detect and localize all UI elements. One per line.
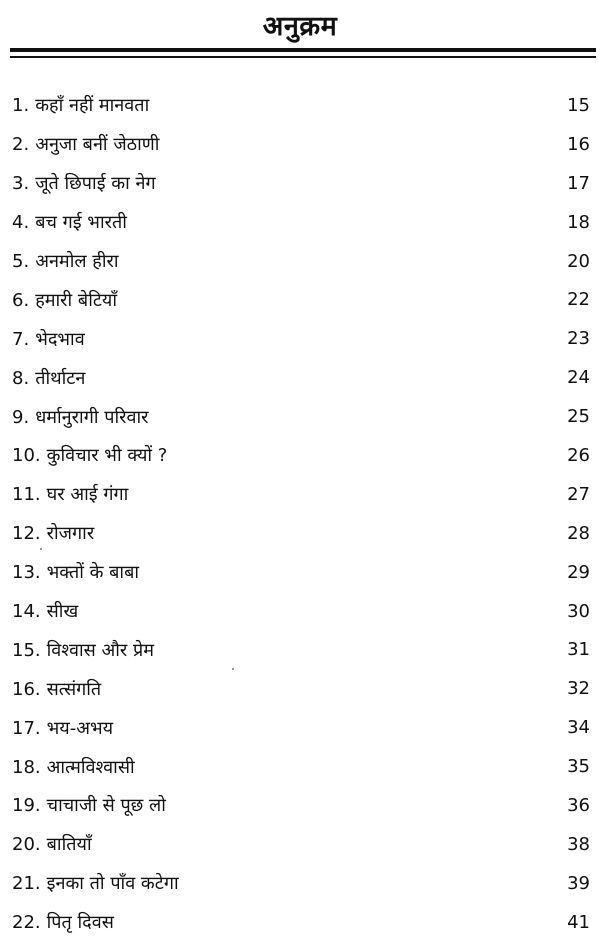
entry-heading [12, 288, 117, 312]
entry-title: घर आई गंगा [46, 484, 129, 506]
entry-number: 15. [12, 639, 41, 661]
entry-page-number: 28 [567, 522, 590, 544]
entry-title: जूते छिपाई का नेग [35, 173, 156, 195]
list-item [0, 358, 600, 397]
list-item [0, 319, 600, 358]
entry-page-number: 36 [567, 794, 590, 816]
list-item [0, 553, 600, 592]
entry-title: हमारी बेटियाँ [35, 289, 118, 311]
entry-title: भेदभाव [35, 328, 85, 350]
entry-page-number: 26 [567, 444, 590, 466]
entry-heading [12, 482, 128, 506]
entry-page-number: 23 [567, 328, 590, 350]
print-speck [40, 548, 42, 550]
entry-page-number: 41 [567, 911, 590, 933]
entry-page-number: 18 [567, 211, 590, 233]
entry-number: 14. [12, 601, 41, 623]
entry-title: विश्वास और प्रेम [46, 639, 155, 661]
entry-number: 5. [12, 251, 30, 272]
list-item [0, 747, 600, 786]
entry-heading [12, 910, 114, 934]
entry-heading [12, 171, 156, 195]
entry-title: आत्मविश्वासी [46, 756, 135, 778]
entry-page-number: 32 [567, 678, 590, 700]
entry-heading [12, 677, 101, 701]
entry-number: 9. [12, 406, 30, 428]
page-title: अनुक्रम [262, 11, 338, 42]
entry-heading [12, 249, 119, 273]
list-item [0, 630, 600, 669]
list-item [0, 592, 600, 631]
entry-heading [12, 405, 149, 429]
entry-title: पितृ दिवस [46, 912, 114, 934]
entry-number: 6. [12, 289, 30, 311]
entry-heading [12, 871, 179, 895]
list-item [0, 825, 600, 864]
entry-number: 20. [12, 834, 41, 856]
entry-heading [12, 638, 154, 662]
entry-title: बातियाँ [46, 834, 92, 856]
entry-page-number: 25 [567, 406, 590, 428]
entry-page-number: 39 [567, 872, 590, 894]
list-item [0, 280, 600, 319]
list-item [0, 436, 600, 475]
list-item [0, 242, 600, 281]
list-item [0, 397, 600, 436]
entry-number: 7. [12, 328, 30, 350]
entry-number: 1. [12, 95, 30, 117]
entry-number: 10. [12, 445, 41, 467]
print-speck [232, 668, 234, 670]
entry-heading [12, 560, 139, 584]
entry-title: इनका तो पाँव कटेगा [46, 873, 179, 895]
table-of-contents [0, 86, 600, 942]
entry-title: कुविचार भी क्यों ? [46, 445, 168, 467]
entry-page-number: 22 [567, 289, 590, 311]
entry-title: भय-अभय [46, 717, 114, 739]
entry-number: 16. [12, 678, 41, 700]
entry-page-number: 27 [567, 483, 590, 505]
entry-number: 8. [12, 367, 30, 389]
title-underline-thin [10, 56, 596, 58]
entry-heading [12, 327, 85, 351]
entry-title: सीख [46, 601, 79, 623]
entry-heading [12, 443, 167, 467]
entry-number: 19. [12, 795, 41, 817]
entry-title: रोजगार [46, 523, 95, 545]
entry-heading [12, 210, 127, 234]
entry-number: 13. [12, 562, 41, 584]
entry-heading [12, 599, 78, 623]
entry-number: 18. [12, 756, 41, 778]
entry-title: तीर्थाटन [35, 367, 86, 389]
entry-title: अनुजा बनीं जेठाणी [35, 134, 160, 156]
entry-page-number: 35 [567, 756, 590, 778]
entry-title: बच गई भारती [35, 212, 127, 234]
entry-page-number: 29 [567, 561, 590, 583]
entry-heading [12, 132, 159, 156]
list-item [0, 514, 600, 553]
entry-number: 3. [12, 173, 30, 195]
entry-heading [12, 521, 94, 545]
entry-heading [12, 93, 149, 117]
list-item [0, 475, 600, 514]
list-item [0, 203, 600, 242]
entry-page-number: 31 [567, 639, 590, 661]
entry-title: चाचाजी से पूछ लो [46, 795, 166, 817]
entry-heading [12, 716, 113, 740]
entry-number: 22. [12, 912, 41, 934]
entry-title: धर्मानुरागी परिवार [35, 406, 149, 428]
entry-page-number: 34 [567, 717, 590, 739]
entry-page-number: 15 [567, 94, 590, 116]
entry-heading [12, 793, 166, 817]
entry-heading [12, 366, 85, 390]
list-item [0, 864, 600, 903]
entry-page-number: 20 [567, 250, 590, 272]
entry-title: कहाँ नहीं मानवता [35, 95, 150, 117]
list-item [0, 708, 600, 747]
entry-number: 17. [12, 717, 41, 739]
list-item [0, 903, 600, 942]
entry-page-number: 16 [567, 133, 590, 155]
entry-page-number: 24 [567, 367, 590, 389]
entry-title: सत्संगति [46, 678, 102, 700]
list-item [0, 164, 600, 203]
entry-page-number: 30 [567, 600, 590, 622]
list-item [0, 786, 600, 825]
list-item [0, 669, 600, 708]
list-item [0, 86, 600, 125]
entry-title: भक्तों के बाबा [46, 562, 140, 584]
entry-number: 11. [12, 484, 41, 506]
entry-heading [12, 755, 135, 779]
entry-title: अनमोल हीरा [35, 251, 119, 272]
entry-page-number: 38 [567, 833, 590, 855]
entry-number: 4. [12, 212, 30, 234]
entry-heading [12, 832, 92, 856]
entry-number: 21. [12, 873, 41, 895]
title-underline-thick [10, 48, 596, 52]
entry-number: 12. [12, 523, 41, 545]
entry-page-number: 17 [567, 172, 590, 194]
entry-number: 2. [12, 134, 30, 156]
list-item [0, 125, 600, 164]
